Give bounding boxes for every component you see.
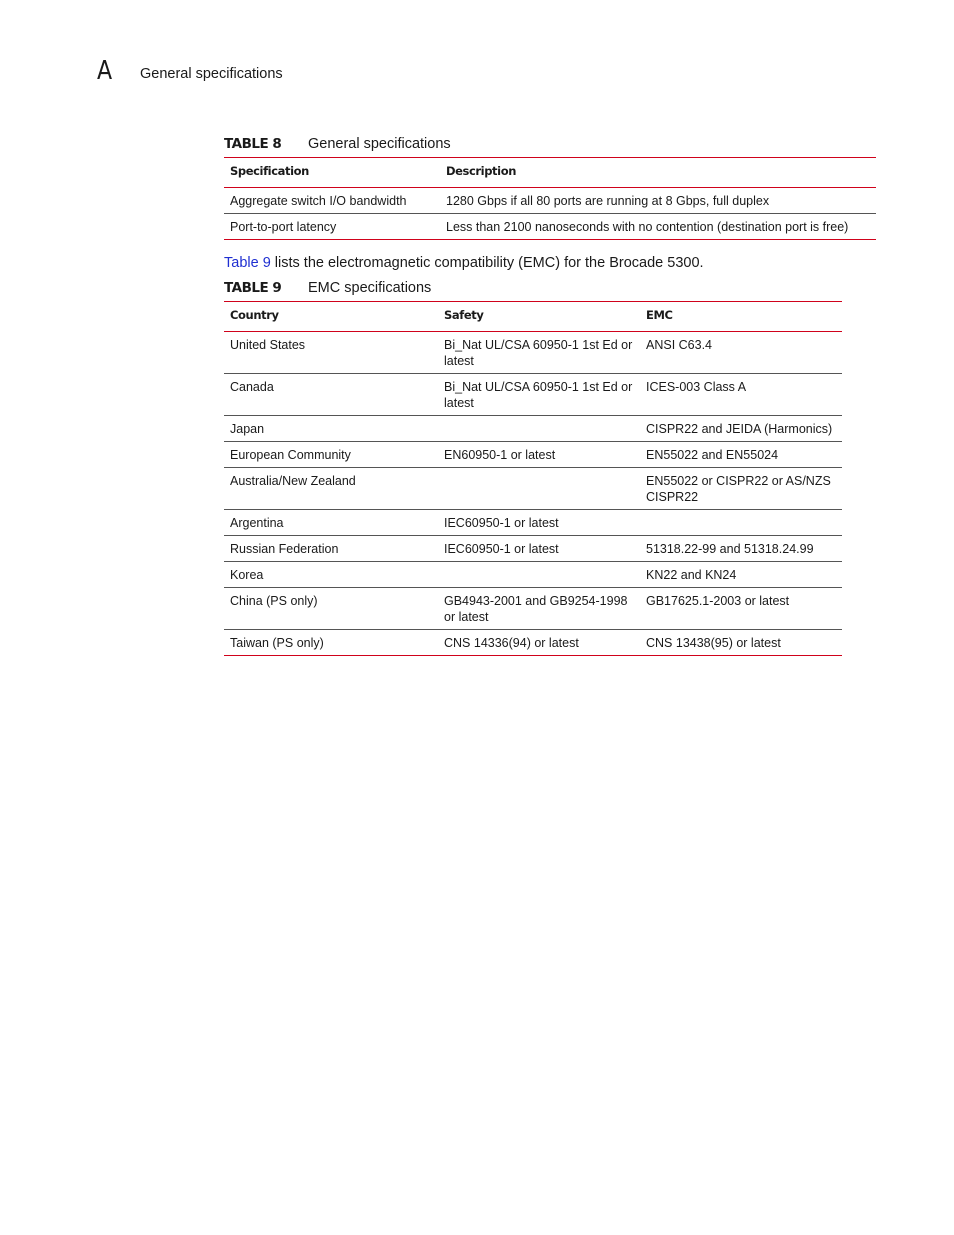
intro-paragraph bbox=[224, 254, 704, 272]
table-cell: KN22 and KN24 bbox=[646, 568, 737, 582]
table-cell: 51318.22-99 and 51318.24.99 bbox=[646, 542, 814, 556]
table-cell: China (PS only) bbox=[230, 594, 318, 608]
running-header-title: General specifications bbox=[140, 66, 283, 82]
paragraph-text: lists the electromagnetic compatibility (EMC) for the Brocade 5300. bbox=[270, 255, 704, 271]
table-cell: 1280 Gbps if all 80 ports are running at 8 Gbps, full duplex bbox=[446, 194, 770, 208]
table-cell: Russian Federation bbox=[230, 542, 339, 556]
table8-caption-text: General specifications bbox=[308, 136, 451, 152]
table-cell: Port-to-port latency bbox=[230, 220, 337, 234]
general-specifications-table bbox=[224, 157, 876, 240]
table8-caption bbox=[224, 135, 451, 153]
table-header-row bbox=[224, 302, 842, 332]
table-cell: Less than 2100 nanoseconds with no contention (destination port is free) bbox=[446, 220, 849, 234]
table-cell: IEC60950-1 or latest bbox=[444, 542, 559, 556]
table-row bbox=[224, 588, 842, 630]
table9-link[interactable]: Table 9 bbox=[224, 255, 271, 271]
table-cell: IEC60950-1 or latest bbox=[444, 516, 559, 530]
column-header-specification: Specification bbox=[230, 164, 309, 178]
table8-label: TABLE 8 bbox=[224, 136, 282, 152]
table-cell: GB17625.1-2003 or latest bbox=[646, 594, 790, 608]
table-header-row bbox=[224, 158, 876, 188]
table9-caption bbox=[224, 279, 431, 297]
table-row bbox=[224, 416, 842, 442]
table-cell: Argentina bbox=[230, 516, 284, 530]
table-cell: ICES-003 Class A bbox=[646, 380, 747, 394]
table-cell: Bi_Nat UL/CSA 60950-1 1st Ed or latest bbox=[444, 380, 633, 410]
table-cell: Korea bbox=[230, 568, 264, 582]
table-row bbox=[224, 332, 842, 374]
table-cell: CNS 13438(95) or latest bbox=[646, 636, 781, 650]
table-row bbox=[224, 442, 842, 468]
table-row bbox=[224, 188, 876, 214]
table-cell bbox=[640, 510, 842, 536]
table-cell: EN60950-1 or latest bbox=[444, 448, 556, 462]
table-row bbox=[224, 630, 842, 656]
table-cell bbox=[438, 562, 640, 588]
table9-label: TABLE 9 bbox=[224, 280, 282, 296]
table-cell: European Community bbox=[230, 448, 351, 462]
table-cell: ANSI C63.4 bbox=[646, 338, 713, 352]
table-cell: EN55022 or CISPR22 or AS/NZS CISPR22 bbox=[646, 474, 831, 504]
table-cell bbox=[438, 416, 640, 442]
table-cell: Aggregate switch I/O bandwidth bbox=[230, 194, 407, 208]
table-cell: CISPR22 and JEIDA (Harmonics) bbox=[646, 422, 833, 436]
column-header-description: Description bbox=[446, 164, 516, 178]
table-row bbox=[224, 562, 842, 588]
table-cell bbox=[438, 468, 640, 510]
table-row bbox=[224, 214, 876, 240]
table-cell: United States bbox=[230, 338, 306, 352]
column-header-emc: EMC bbox=[646, 308, 673, 322]
table-cell: EN55022 and EN55024 bbox=[646, 448, 779, 462]
table-cell: Canada bbox=[230, 380, 274, 394]
table-row bbox=[224, 510, 842, 536]
table-cell: Taiwan (PS only) bbox=[230, 636, 324, 650]
table-cell: Bi_Nat UL/CSA 60950-1 1st Ed or latest bbox=[444, 338, 633, 368]
emc-specifications-table bbox=[224, 301, 842, 656]
table-cell: GB4943-2001 and GB9254-1998 or latest bbox=[444, 594, 628, 624]
table-row bbox=[224, 468, 842, 510]
section-letter: A bbox=[97, 56, 113, 86]
table9-caption-text: EMC specifications bbox=[308, 280, 432, 296]
table-cell: CNS 14336(94) or latest bbox=[444, 636, 579, 650]
column-header-country: Country bbox=[230, 308, 279, 322]
table-cell: Japan bbox=[230, 422, 265, 436]
column-header-safety: Safety bbox=[444, 308, 484, 322]
table-row bbox=[224, 536, 842, 562]
table-row bbox=[224, 374, 842, 416]
table-cell: Australia/New Zealand bbox=[230, 474, 356, 488]
